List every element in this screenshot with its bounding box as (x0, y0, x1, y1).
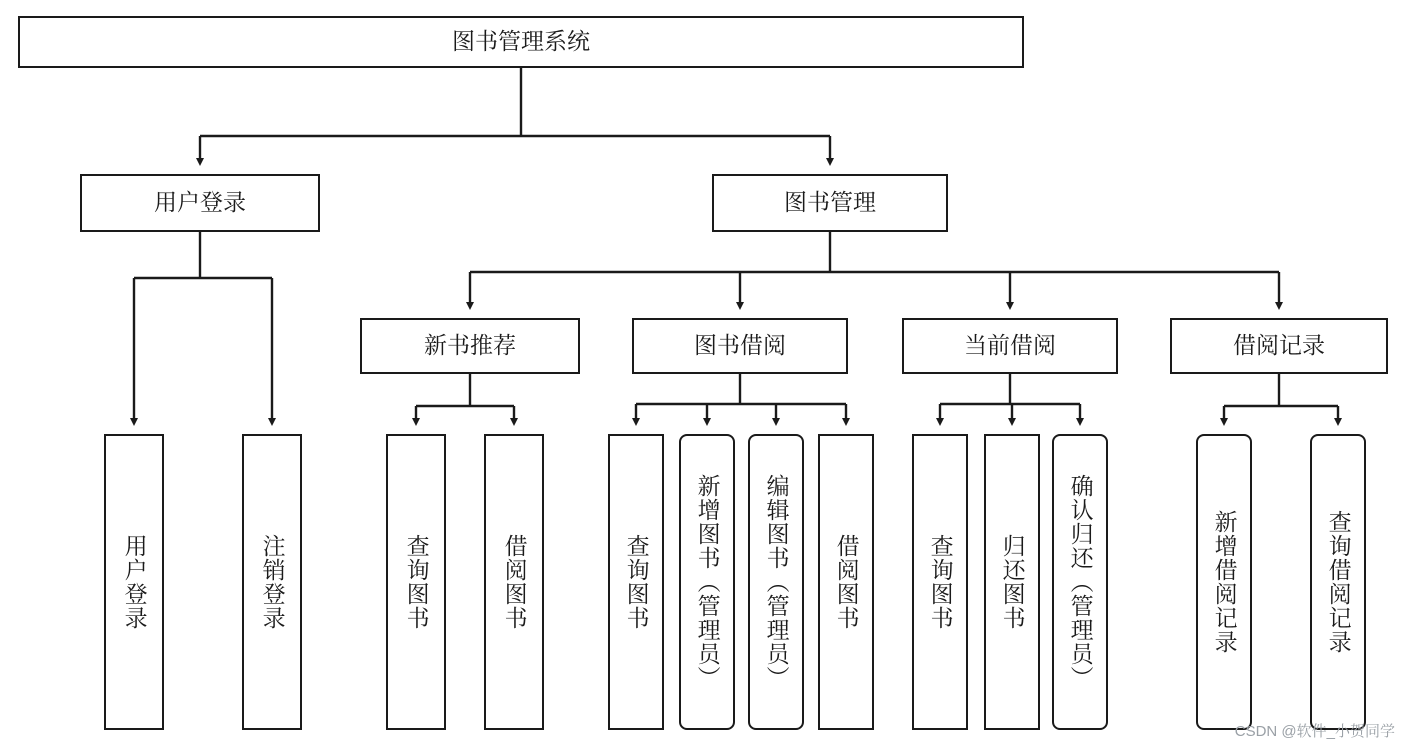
node-querybook1 (386, 434, 446, 730)
node-newrec (360, 318, 580, 374)
node-userlogin (104, 434, 164, 730)
node-label: 当前借阅 (964, 332, 1056, 359)
node-label: 查询图书 (403, 534, 430, 630)
node-borrow (632, 318, 848, 374)
node-addbook (679, 434, 735, 730)
node-label: 确认归还（管理员） (1067, 474, 1094, 690)
node-label: 借阅图书 (833, 534, 860, 630)
node-querybook2 (608, 434, 664, 730)
node-label: 图书管理系统 (452, 28, 590, 55)
node-records (1170, 318, 1388, 374)
node-label: 新增借阅记录 (1211, 510, 1238, 654)
node-label: 借阅图书 (501, 534, 528, 630)
node-label: 用户登录 (154, 189, 246, 216)
node-label: 归还图书 (999, 534, 1026, 630)
node-label: 注销登录 (259, 534, 286, 630)
node-querybook3 (912, 434, 968, 730)
node-login (80, 174, 320, 232)
node-root (18, 16, 1024, 68)
node-queryrecord (1310, 434, 1366, 730)
node-borrowbook1 (484, 434, 544, 730)
node-logout (242, 434, 302, 730)
node-returnbook (984, 434, 1040, 730)
node-label: 新增图书（管理员） (694, 474, 721, 690)
node-addrecord (1196, 434, 1252, 730)
node-label: 编辑图书（管理员） (763, 474, 790, 690)
node-current (902, 318, 1118, 374)
node-label: 借阅记录 (1233, 332, 1325, 359)
node-confirm (1052, 434, 1108, 730)
node-label: 查询借阅记录 (1325, 510, 1352, 654)
node-editbook (748, 434, 804, 730)
node-bookmgmt (712, 174, 948, 232)
node-label: 新书推荐 (424, 332, 516, 359)
node-borrowbook2 (818, 434, 874, 730)
node-label: 图书管理 (784, 189, 876, 216)
watermark: CSDN @软件_小贺同学 (1234, 723, 1395, 740)
node-label: 用户登录 (121, 534, 148, 630)
node-label: 查询图书 (927, 534, 954, 630)
node-label: 图书借阅 (694, 332, 786, 359)
node-label: 查询图书 (623, 534, 650, 630)
